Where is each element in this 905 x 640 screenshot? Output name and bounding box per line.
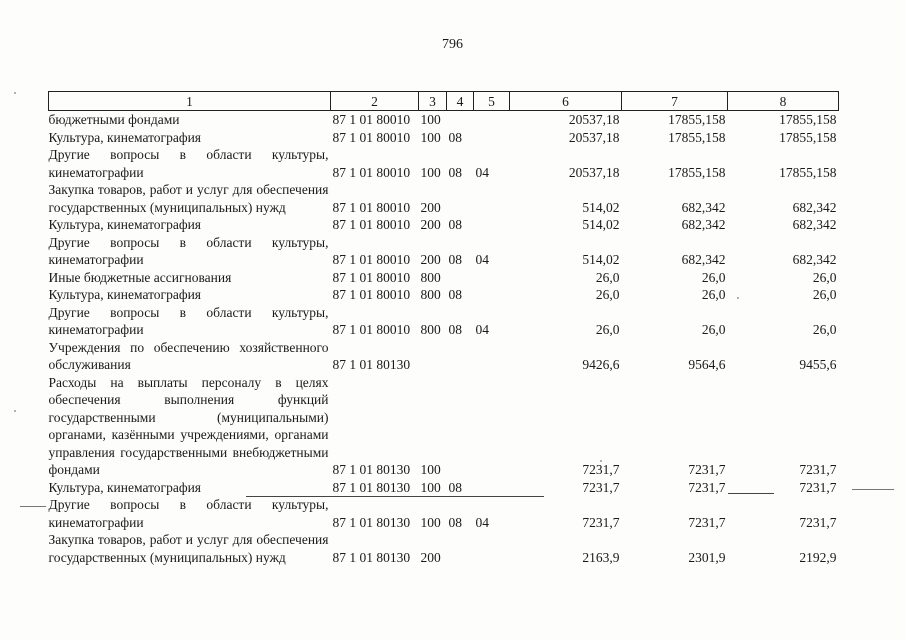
row-value-col6: 20537,18 [568, 164, 620, 180]
row-value-col8: 2192,9 [799, 549, 837, 565]
row-col4: 08 [448, 217, 462, 232]
row-col5 [474, 111, 510, 129]
row-value-col8: 9455,6 [799, 357, 837, 372]
row-col4 [447, 269, 474, 287]
table-row [49, 129, 839, 147]
row-value-col6: 7231,7 [582, 479, 620, 495]
row-description: Другие вопросы в области культуры, кинематографии [48, 147, 329, 180]
row-value-col8: 26,0 [812, 322, 837, 337]
table-row [49, 234, 839, 269]
row-value-col6: 20537,18 [568, 129, 620, 145]
row-col5 [474, 129, 510, 147]
row-value-col6: 9426,6 [582, 357, 620, 372]
row-col4: 08 [448, 164, 462, 180]
row-description: Закупка товаров, работ и услуг для обеспечения государственных (муниципальных) нужд [48, 182, 329, 215]
table-row [49, 304, 839, 339]
row-col3: 800 [420, 287, 441, 302]
row-col5 [474, 181, 510, 216]
table-row [49, 339, 839, 374]
budget-table [48, 91, 839, 566]
row-code: 87 1 01 80010 [332, 322, 411, 337]
row-col3: 100 [420, 514, 441, 530]
table-row [49, 216, 839, 234]
row-value-col7: 17855,158 [668, 164, 726, 180]
row-value-col6: 514,02 [582, 217, 620, 232]
row-col4 [447, 531, 474, 566]
header-col-1: 1 [49, 92, 331, 111]
row-col3: 100 [420, 462, 441, 477]
scan-artifact-dot [14, 92, 16, 94]
header-col-6: 6 [510, 92, 622, 111]
row-col4: 08 [448, 514, 462, 530]
table-row [49, 269, 839, 287]
row-value-col7: 9564,6 [688, 357, 726, 372]
header-col-4: 4 [447, 92, 474, 111]
table-row [49, 496, 839, 531]
row-code: 87 1 01 80010 [332, 269, 411, 285]
row-description: Расходы на выплаты персоналу в целях обеспечения выполнения функций государственными (муниципальными) органами, казёнными учреждениями, органами управления государственными внебюджетными фондами [48, 374, 329, 477]
row-value-col8: 26,0 [812, 269, 837, 285]
table-row [49, 286, 839, 304]
table-row [49, 181, 839, 216]
table-header [49, 92, 839, 111]
row-value-col7: 26,0 [701, 269, 726, 285]
row-value-col6: 7231,7 [582, 514, 620, 530]
row-value-col7: 17855,158 [668, 129, 726, 145]
row-value-col6: 514,02 [582, 252, 620, 267]
row-description: Культура, кинематография [48, 129, 202, 145]
table-body [49, 111, 839, 567]
row-value-col6: 26,0 [595, 322, 620, 337]
row-col4: 08 [448, 287, 462, 302]
row-value-col8: 17855,158 [779, 164, 837, 180]
row-code: 87 1 01 80010 [332, 164, 411, 180]
header-col-7: 7 [622, 92, 728, 111]
row-col3: 100 [420, 164, 441, 180]
table-row [49, 111, 839, 129]
row-code: 87 1 01 80130 [332, 479, 411, 495]
row-value-col8: 7231,7 [799, 479, 837, 495]
table-row [49, 531, 839, 566]
row-col4 [447, 374, 474, 479]
scan-artifact-dot [14, 410, 16, 412]
row-col3: 100 [420, 129, 441, 145]
scan-artifact-line [728, 493, 774, 494]
row-description: Учреждения по обеспечению хозяйственного обслуживания [48, 339, 329, 372]
row-col4: 08 [448, 322, 462, 337]
row-description: Иные бюджетные ассигнования [48, 269, 232, 285]
row-value-col6: 514,02 [582, 199, 620, 215]
row-description: Культура, кинематография [48, 217, 202, 232]
row-value-col7: 17855,158 [668, 112, 726, 127]
row-value-col7: 7231,7 [688, 462, 726, 477]
table-row [49, 374, 839, 479]
row-col3: 100 [420, 479, 441, 495]
row-col5 [474, 216, 510, 234]
row-col3: 100 [420, 112, 441, 127]
row-value-col8: 682,342 [792, 199, 837, 215]
row-value-col6: 20537,18 [568, 112, 620, 127]
row-col5 [474, 531, 510, 566]
row-value-col7: 682,342 [681, 252, 726, 267]
row-col4 [447, 111, 474, 129]
row-value-col6: 26,0 [595, 269, 620, 285]
table-row [49, 479, 839, 497]
row-value-col8: 17855,158 [779, 112, 837, 127]
row-col5 [474, 286, 510, 304]
header-col-2: 2 [331, 92, 419, 111]
row-col4: 08 [448, 129, 462, 145]
row-value-col8: 17855,158 [779, 129, 837, 145]
scan-artifact-line [20, 506, 46, 507]
row-value-col7: 7231,7 [688, 514, 726, 530]
row-value-col7: 682,342 [681, 199, 726, 215]
row-code: 87 1 01 80010 [332, 129, 411, 145]
table-row [49, 146, 839, 181]
row-col5: 04 [475, 514, 489, 530]
row-col4: 08 [448, 252, 462, 267]
row-value-col8: 682,342 [792, 217, 837, 232]
row-code: 87 1 01 80010 [332, 112, 411, 127]
row-col5 [474, 269, 510, 287]
row-col5: 04 [475, 252, 489, 267]
row-code: 87 1 01 80130 [332, 514, 411, 530]
row-description: Другие вопросы в области культуры, кинематографии [48, 234, 329, 267]
header-col-5: 5 [474, 92, 510, 111]
scan-artifact-line [852, 489, 894, 490]
row-description: Закупка товаров, работ и услуг для обеспечения государственных (муниципальных) нужд [48, 532, 329, 565]
row-code: 87 1 01 80130 [332, 357, 411, 372]
row-value-col6: 2163,9 [582, 549, 620, 565]
row-value-col8: 682,342 [792, 252, 837, 267]
row-col3: 800 [420, 269, 441, 285]
row-code: 87 1 01 80010 [332, 199, 411, 215]
header-col-3: 3 [419, 92, 447, 111]
row-value-col7: 26,0 [701, 322, 726, 337]
row-description: Культура, кинематография [48, 479, 202, 495]
row-col4 [447, 339, 474, 374]
row-col5: 04 [475, 322, 489, 337]
row-value-col7: 682,342 [681, 217, 726, 232]
row-col5 [474, 479, 510, 497]
row-value-col7: 7231,7 [688, 479, 726, 495]
row-description: Другие вопросы в области культуры, кинематографии [48, 497, 329, 530]
scan-artifact-line [246, 496, 544, 497]
row-code: 87 1 01 80130 [332, 462, 411, 477]
row-description: бюджетными фондами [48, 112, 180, 127]
row-col5 [474, 339, 510, 374]
row-col3 [419, 339, 447, 374]
row-value-col8: 7231,7 [799, 462, 837, 477]
row-col3: 200 [420, 549, 441, 565]
row-value-col8: 7231,7 [799, 514, 837, 530]
row-value-col7: 26,0 [701, 287, 726, 302]
row-value-col8: 26,0 [812, 287, 837, 302]
row-col5 [474, 374, 510, 479]
row-col3: 200 [420, 199, 441, 215]
row-code: 87 1 01 80010 [332, 217, 411, 232]
row-col5: 04 [475, 164, 489, 180]
row-col3: 800 [420, 322, 441, 337]
scan-artifact-dot [600, 460, 602, 462]
header-row [49, 92, 839, 111]
row-col3: 200 [420, 217, 441, 232]
row-code: 87 1 01 80130 [332, 549, 411, 565]
row-col3: 200 [420, 252, 441, 267]
page-number: 796 [442, 37, 463, 52]
row-description: Другие вопросы в области культуры, кинематографии [48, 304, 329, 337]
row-code: 87 1 01 80010 [332, 252, 411, 267]
row-col4: 08 [448, 479, 462, 495]
row-value-col6: 26,0 [595, 287, 620, 302]
row-description: Культура, кинематография [48, 287, 202, 302]
row-value-col6: 7231,7 [582, 462, 620, 477]
row-value-col7: 2301,9 [688, 549, 726, 565]
row-col4 [447, 181, 474, 216]
scan-artifact-dot [737, 297, 739, 299]
header-col-8: 8 [728, 92, 839, 111]
row-code: 87 1 01 80010 [332, 287, 411, 302]
